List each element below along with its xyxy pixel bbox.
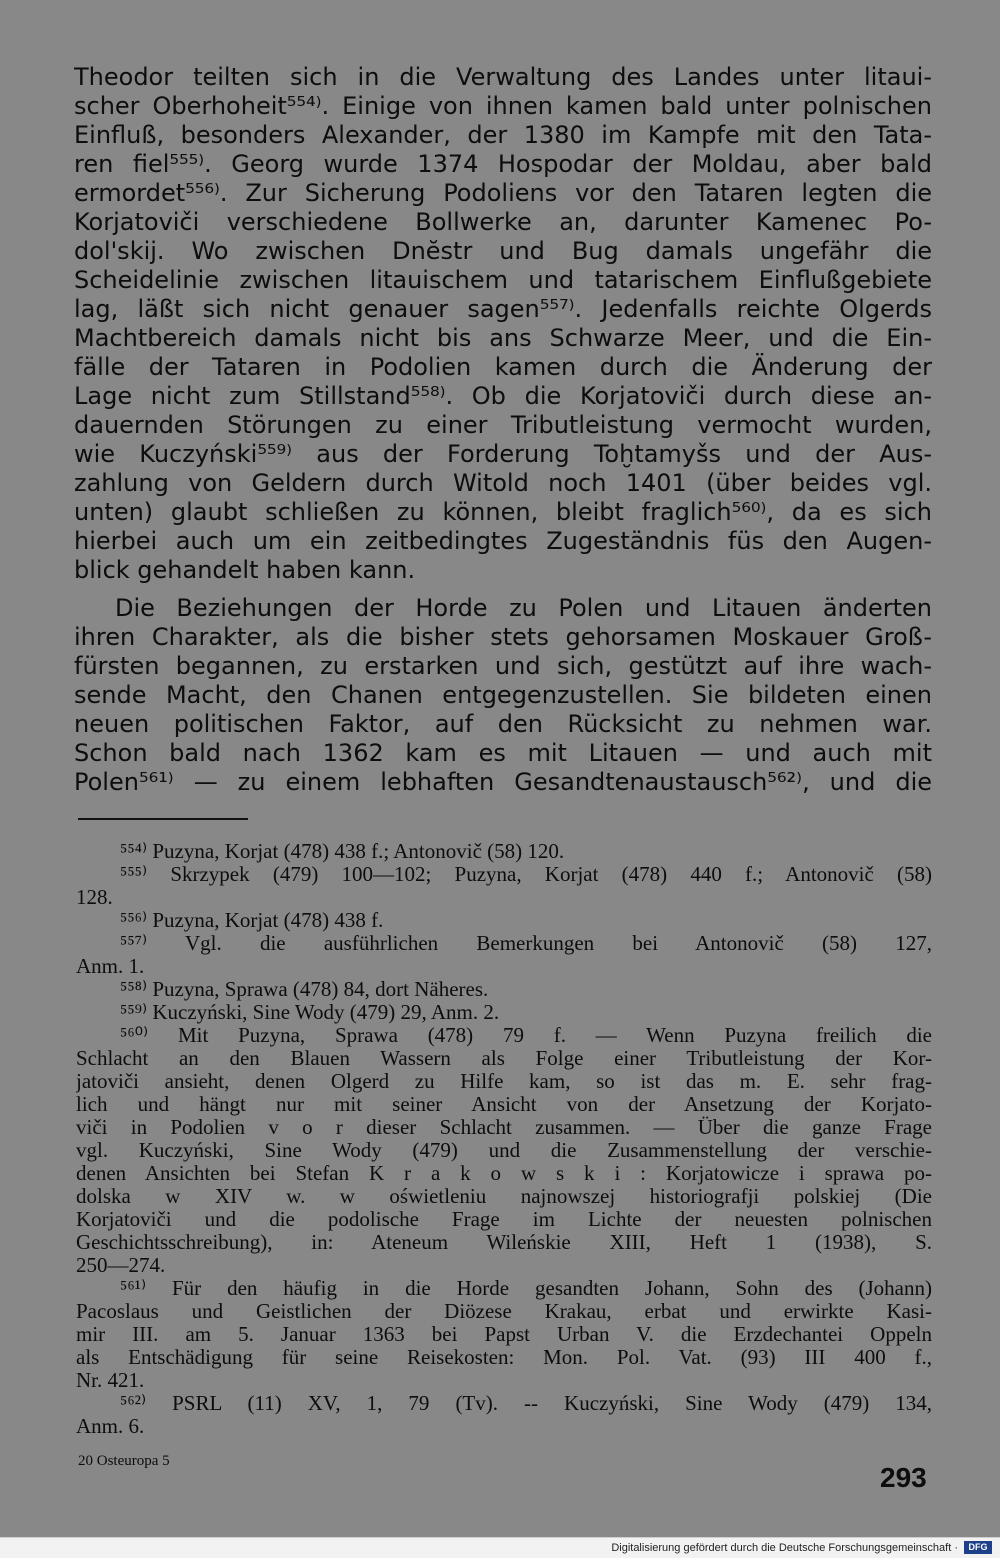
body-line: fürsten begannen, zu erstarken und sich, gestützt auf ihre wach- <box>74 652 932 680</box>
dfg-logo: DFG <box>964 1541 992 1554</box>
printer-signature: 20 Osteuropa 5 <box>78 1453 170 1469</box>
body-line: scher Oberhoheit⁵⁵⁴⁾. Einige von ihnen kamen bald unter polnischen <box>74 92 932 120</box>
footer-credit: Digitalisierung gefördert durch die Deutsche Forschungsgemeinschaft · <box>611 1542 958 1554</box>
footnote-line: ⁵⁵⁹⁾ Kuczyński, Sine Wody (479) 29, Anm. 2. <box>120 1001 500 1024</box>
footnote-line: ⁵⁵⁸⁾ Puzyna, Sprawa (478) 84, dort Näheres. <box>120 978 489 1001</box>
footnote-line: denen Ansichten bei Stefan K r a k o w s k i : Korjatowicze i sprawa po- <box>76 1162 932 1185</box>
body-line: Schon bald nach 1362 kam es mit Litauen — und auch mit <box>74 739 932 767</box>
footnote-line: Nr. 421. <box>76 1369 145 1392</box>
body-line: hierbei auch um ein zeitbedingtes Zugeständnis füs den Augen- <box>74 527 932 555</box>
page-number: 293 <box>880 1462 927 1493</box>
body-line: neuen politischen Faktor, auf den Rücksicht zu nehmen war. <box>74 710 932 738</box>
body-line: fälle der Tataren in Podolien kamen durch die Änderung der <box>74 353 932 381</box>
footnote-line: vgl. Kuczyński, Sine Wody (479) und die Zusammenstellung der verschie- <box>76 1139 932 1162</box>
body-line: Polen⁵⁶¹⁾ — zu einem lebhaften Gesandtenaustausch⁵⁶²⁾, und die <box>74 768 932 796</box>
body-line: ihren Charakter, als die bisher stets gehorsamen Moskauer Groß- <box>74 623 932 651</box>
footnote-line: Anm. 6. <box>76 1415 145 1438</box>
footnote-line: ⁵⁵⁶⁾ Puzyna, Korjat (478) 438 f. <box>120 909 384 932</box>
footnote-line: Anm. 1. <box>76 955 145 978</box>
footnote-line: Geschichtsschreibung), in: Ateneum Wileńskie XIII, Heft 1 (1938), S. <box>76 1231 932 1254</box>
footnote-line: Pacoslaus und Geistlichen der Diözese Krakau, erbat und erwirkte Kasi- <box>76 1300 932 1323</box>
footnote-line: ⁵⁶⁰⁾ Mit Puzyna, Sprawa (478) 79 f. — Wenn Puzyna freilich die <box>120 1024 932 1047</box>
body-line: zahlung von Geldern durch Witold noch 1401 (über beides vgl. <box>74 469 932 497</box>
footnote-line: ⁵⁵⁵⁾ Skrzypek (479) 100—102; Puzyna, Korjat (478) 440 f.; Antonovič (58) <box>120 863 932 886</box>
body-line: Einfluß, besonders Alexander, der 1380 im Kampfe mit den Tata- <box>74 121 932 149</box>
body-line: wie Kuczyński⁵⁵⁹⁾ aus der Forderung Toḫtamyšs und der Aus- <box>74 440 932 468</box>
body-line: Scheidelinie zwischen litauischem und tatarischem Einflußgebiete <box>74 266 932 294</box>
body-line: sende Macht, den Chanen entgegenzustellen. Sie bildeten einen <box>74 681 932 709</box>
footnote-line: Schlacht an den Blauen Wassern als Folge einer Tributleistung der Kor- <box>76 1047 932 1070</box>
footnote-line: 250—274. <box>76 1254 166 1277</box>
footnote-rule <box>78 818 248 820</box>
footnote-line: ⁵⁶²⁾ PSRL (11) XV, 1, 79 (Tv). -- Kuczyński, Sine Wody (479) 134, <box>120 1392 932 1415</box>
footnote-line: Korjatoviči und die podolische Frage im Lichte der neuesten polnischen <box>76 1208 932 1231</box>
footnote-line: jatoviči ansieht, denen Olgerd zu Hilfe kam, so ist das m. E. sehr frag- <box>76 1070 932 1093</box>
body-line: dol'skij. Wo zwischen Dnĕstr und Bug damals ungefähr die <box>74 237 932 265</box>
body-line: Machtbereich damals nicht bis ans Schwarze Meer, und die Ein- <box>74 324 932 352</box>
body-line: ermordet⁵⁵⁶⁾. Zur Sicherung Podoliens vor den Tataren legten die <box>74 179 932 207</box>
body-line: Lage nicht zum Stillstand⁵⁵⁸⁾. Ob die Korjatoviči durch diese an- <box>74 382 932 410</box>
body-line: lag, läßt sich nicht genauer sagen⁵⁵⁷⁾. Jedenfalls reichte Olgerds <box>74 295 932 323</box>
body-line: Theodor teilten sich in die Verwaltung des Landes unter litaui- <box>74 63 932 91</box>
footnote-line: mir III. am 5. Januar 1363 bei Papst Urban V. die Erzdechantei Oppeln <box>76 1323 932 1346</box>
footnote-line: 128. <box>76 886 113 909</box>
footnote-line: lich und hängt nur mit seiner Ansicht von der Ansetzung der Korjato- <box>76 1093 932 1116</box>
body-line: dauernden Störungen zu einer Tributleistung vermocht wurden, <box>74 411 932 439</box>
body-line: ren fiel⁵⁵⁵⁾. Georg wurde 1374 Hospodar der Moldau, aber bald <box>74 150 932 178</box>
footnote-line: ⁵⁶¹⁾ Für den häufig in die Horde gesandten Johann, Sohn des (Johann) <box>120 1277 932 1300</box>
footnote-line: dolska w XIV w. w oświetleniu najnowszej historiografji polskiej (Die <box>76 1185 932 1208</box>
footnote-line: ⁵⁵⁴⁾ Puzyna, Korjat (478) 438 f.; Antonovič (58) 120. <box>120 840 565 863</box>
body-line: unten) glaubt schließen zu können, bleibt fraglich⁵⁶⁰⁾, da es sich <box>74 498 932 526</box>
body-line: Die Beziehungen der Horde zu Polen und Litauen änderten <box>115 594 932 622</box>
footnote-line: viči in Podolien v o r dieser Schlacht zusammen. — Über die ganze Frage <box>76 1116 932 1139</box>
footnote-line: ⁵⁵⁷⁾ Vgl. die ausführlichen Bemerkungen bei Antonovič (58) 127, <box>120 932 932 955</box>
footnote-line: als Entschädigung für seine Reisekosten: Mon. Pol. Vat. (93) III 400 f., <box>76 1346 932 1369</box>
body-line: blick gehandelt haben kann. <box>74 556 416 584</box>
digitization-footer <box>0 1537 1000 1558</box>
body-line: Korjatoviči verschiedene Bollwerke an, darunter Kamenec Po- <box>74 208 932 236</box>
